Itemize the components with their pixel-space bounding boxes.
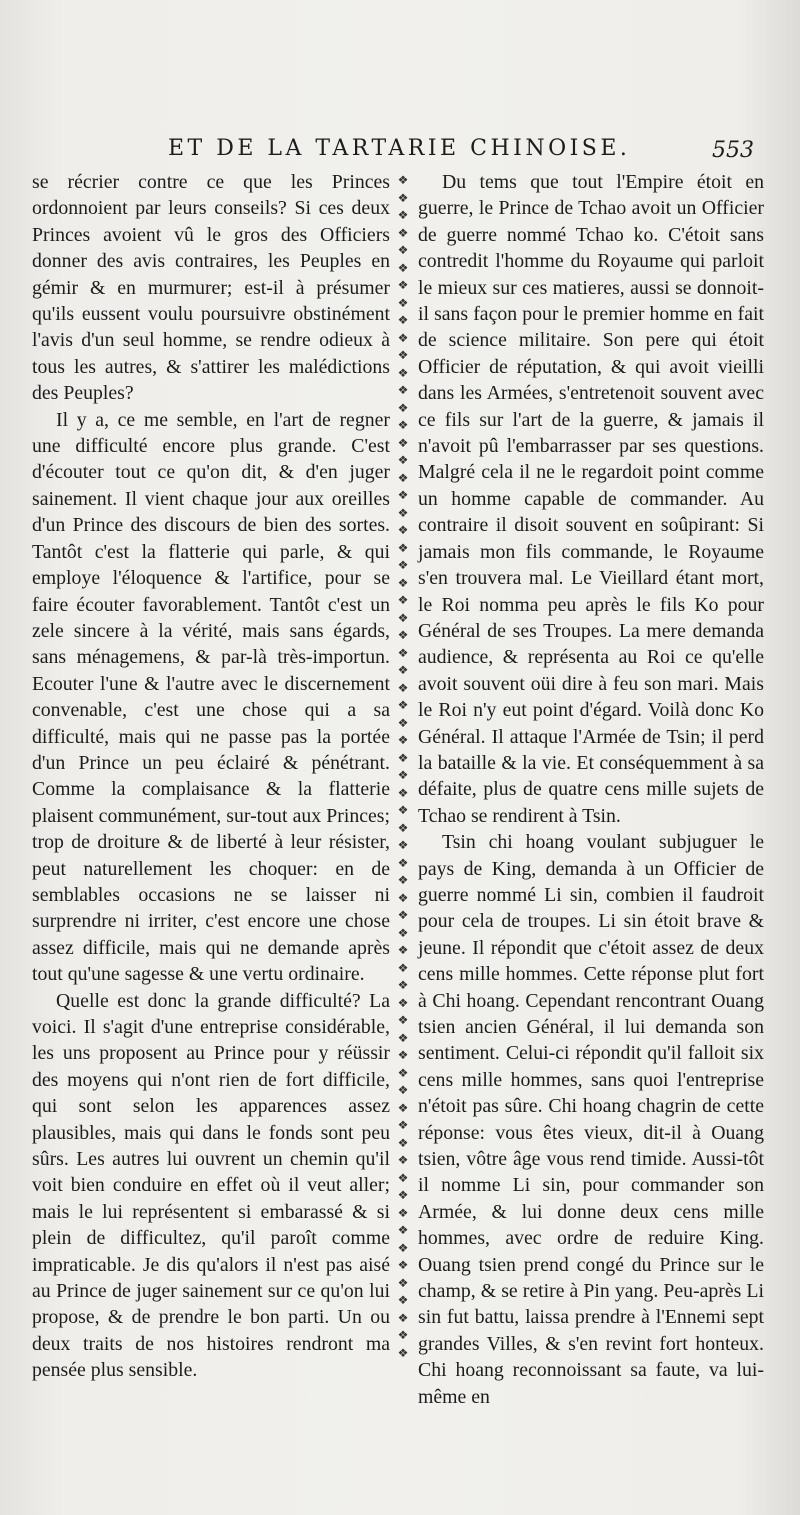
fleuron-ornament: ❖ bbox=[397, 960, 409, 975]
column-ornament-divider bbox=[394, 172, 412, 1372]
fleuron-ornament: ❖ bbox=[397, 1223, 409, 1237]
fleuron-ornament: ❖ bbox=[397, 1345, 409, 1360]
fleuron-ornament: ❖ bbox=[397, 470, 409, 485]
fleuron-ornament: ❖ bbox=[397, 365, 409, 380]
paragraph: Il y a, ce me semble, en l'art de regner une difficulté encore plus grande. C'est d'écouter tout ce qu'on dit, & d'en juger sainement. Il vient chaque jour aux oreilles d'un Prince des discours de bien des sortes. Tantôt c'est la flatterie qui parle, & qui employe l'éloquence & l'artifice, pour se faire écouter favorablement. Tantôt c'est un zele sincere à la vérité, mais sans égards, sans ménagemens, & par-là très-importun. Ecouter l'une & l'autre avec le discernement convenable, c'est une chose qui a sa difficulté, mais qui ne passe pas la portée d'un Prince un peu éclairé & pénétrant. Comme la complaisance & la flatterie plaisent communément, sur-tout aux Princes; trop de droiture & de liberté à leur résister, peut naturellement les choquer: en de semblables occasions ne se laisser ni surprendre ni irriter, c'est encore une chose assez difficile, mais qui ne demande après tout qu'une sagesse & une vertu ordinaire. bbox=[32, 408, 390, 986]
paragraph: se récrier contre ce que les Princes ordonnoient par leurs conseils? Si ces deux Princes avoient vû le gros des Officiers donner des avis contraires, les Peuples en gémir & en murmurer; est-il à présumer qu'ils eussent voulu poursuivre obstinément l'avis d'un seul homme, se rendre odieux à tous les autres, & s'attirer les malédictions des Peuples? bbox=[32, 171, 390, 405]
fleuron-ornament: ❖ bbox=[397, 768, 409, 782]
fleuron-ornament: ❖ bbox=[397, 348, 409, 362]
left-column bbox=[32, 169, 390, 1384]
fleuron-ornament: ❖ bbox=[397, 558, 409, 572]
running-title: ET DE LA TARTARIE CHINOISE. bbox=[168, 136, 631, 161]
fleuron-ornament: ❖ bbox=[397, 173, 409, 187]
fleuron-ornament: ❖ bbox=[397, 1258, 409, 1272]
fleuron-ornament: ❖ bbox=[397, 803, 409, 817]
fleuron-ornament: ❖ bbox=[397, 908, 409, 922]
fleuron-ornament: ❖ bbox=[397, 995, 409, 1010]
page-header bbox=[0, 136, 800, 166]
fleuron-ornament: ❖ bbox=[397, 260, 409, 275]
fleuron-ornament: ❖ bbox=[397, 1100, 409, 1115]
fleuron-ornament: ❖ bbox=[397, 715, 409, 730]
fleuron-ornament: ❖ bbox=[397, 838, 409, 852]
fleuron-ornament: ❖ bbox=[397, 1170, 409, 1185]
fleuron-ornament: ❖ bbox=[397, 1118, 409, 1132]
fleuron-ornament: ❖ bbox=[397, 190, 409, 205]
fleuron-ornament: ❖ bbox=[397, 1328, 409, 1342]
fleuron-ornament: ❖ bbox=[397, 1083, 409, 1097]
fleuron-ornament: ❖ bbox=[397, 453, 409, 467]
fleuron-ornament: ❖ bbox=[397, 628, 409, 642]
fleuron-ornament: ❖ bbox=[397, 1030, 409, 1045]
fleuron-ornament: ❖ bbox=[397, 680, 409, 695]
fleuron-ornament: ❖ bbox=[397, 1013, 409, 1027]
paragraph: Du tems que tout l'Empire étoit en guerre, le Prince de Tchao avoit un Officier de guerre nommé Tchao ko. C'étoit sans contredit l'homme du Royaume qui parloit le mieux sur ces matieres, aussi se donnoit-il sans façon pour le premier homme en fait de science militaire. Son pere qui étoit Officier de réputation, & qui avoit vieilli dans les Armées, s'entretenoit souvent avec ce fils sur l'art de la guerre, & jamais il n'avoit pû l'embarrasser par ses questions. Malgré cela il ne le regardoit point comme un homme capable de commander. Au contraire il disoit souvent en soûpirant: Si jamais mon fils commande, le Royaume s'en trouvera mal. Le Vieillard étant mort, le Roi nomma peu après le fils Ko pour Général de ses Troupes. La mere demanda audience, & représenta au Roi ce qu'elle avoit souvent oüi dire à feu son mari. Mais le Roi n'y eut point d'égard. Voilà donc Ko Général. Il attaque l'Armée de Tsin; il perd la bataille & la vie. Et conséquemment à sa défaite, plus de quatre cens mille sujets de Tchao se rendirent à Tsin. bbox=[418, 171, 764, 827]
fleuron-ornament: ❖ bbox=[397, 820, 409, 835]
fleuron-ornament: ❖ bbox=[397, 978, 409, 992]
fleuron-ornament: ❖ bbox=[397, 505, 409, 520]
page-number: 553 bbox=[712, 138, 754, 163]
fleuron-ornament: ❖ bbox=[397, 330, 409, 345]
fleuron-ornament: ❖ bbox=[397, 593, 409, 607]
fleuron-ornament: ❖ bbox=[397, 750, 409, 765]
right-column bbox=[418, 169, 764, 1410]
fleuron-ornament: ❖ bbox=[397, 383, 409, 397]
fleuron-ornament: ❖ bbox=[397, 890, 409, 905]
paragraph: Quelle est donc la grande difficulté? La voici. Il s'agit d'une entreprise considérable, les uns proposent au Prince pour y réüssir des moyens qui n'ont rien de fort difficile, qui sont selon les apparences assez plausibles, mais qui dans le fonds sont peu sûrs. Les autres lui ouvrent un chemin qu'il voit bien conduire en effet où il veut aller; mais le lui représentent si embarassé & si plein de difficultez, qu'il paroît comme impraticable. Je dis qu'alors il n'est pas aisé au Prince de juger sainement sur ce qu'on lui propose, & de prendre le bon parti. Un ou deux traits de nos histoires rendront ma pensée plus sensible. bbox=[32, 989, 390, 1382]
fleuron-ornament: ❖ bbox=[397, 1065, 409, 1080]
fleuron-ornament: ❖ bbox=[397, 663, 409, 677]
fleuron-ornament: ❖ bbox=[397, 575, 409, 590]
fleuron-ornament: ❖ bbox=[397, 225, 409, 240]
fleuron-ornament: ❖ bbox=[397, 1310, 409, 1325]
fleuron-ornament: ❖ bbox=[397, 645, 409, 660]
fleuron-ornament: ❖ bbox=[397, 540, 409, 555]
fleuron-ornament: ❖ bbox=[397, 1188, 409, 1202]
fleuron-ornament: ❖ bbox=[397, 1135, 409, 1150]
paragraph: Tsin chi hoang voulant subjuguer le pays de King, demanda à un Officier de guerre nommé Li sin, combien il faudroit pour cela de troupes. Li sin étoit brave & jeune. Il répondit que c'étoit assez de deux cens mille hommes. Cette réponse plut fort à Chi hoang. Cependant rencontrant Ouang tsien ancien Général, il lui demanda son sentiment. Celui-ci répondit qu'il falloit six cens mille hommes, sans quoi l'entreprise n'étoit pas sûre. Chi hoang chagrin de cette réponse: vous êtes vieux, dit-il à Ouang tsien, vôtre âge vous rend timide. Aussi-tôt il nomme Li sin, pour commander son Armée, & lui donne deux cens mille hommes, avec ordre de reduire King. Ouang tsien prend congé du Prince sur le champ, & se retire à Pin yang. Peu-après Li sin fut battu, laissa prendre à l'Ennemi sept grandes Villes, & s'en revint fort honteux. Chi hoang reconnoissant sa faute, va lui-même en bbox=[418, 831, 764, 1408]
fleuron-ornament: ❖ bbox=[397, 523, 409, 537]
fleuron-ornament: ❖ bbox=[397, 295, 409, 310]
fleuron-ornament: ❖ bbox=[397, 313, 409, 327]
fleuron-ornament: ❖ bbox=[397, 785, 409, 800]
fleuron-ornament: ❖ bbox=[397, 698, 409, 712]
fleuron-ornament: ❖ bbox=[397, 1275, 409, 1290]
fleuron-ornament: ❖ bbox=[397, 435, 409, 450]
fleuron-ornament: ❖ bbox=[397, 400, 409, 415]
fleuron-ornament: ❖ bbox=[397, 243, 409, 257]
fleuron-ornament: ❖ bbox=[397, 610, 409, 625]
fleuron-ornament: ❖ bbox=[397, 733, 409, 747]
fleuron-ornament: ❖ bbox=[397, 1240, 409, 1255]
fleuron-ornament: ❖ bbox=[397, 1205, 409, 1220]
fleuron-ornament: ❖ bbox=[397, 488, 409, 502]
fleuron-ornament: ❖ bbox=[397, 943, 409, 957]
fleuron-ornament: ❖ bbox=[397, 925, 409, 940]
fleuron-ornament: ❖ bbox=[397, 1048, 409, 1062]
fleuron-ornament: ❖ bbox=[397, 208, 409, 222]
fleuron-ornament: ❖ bbox=[397, 855, 409, 870]
fleuron-ornament: ❖ bbox=[397, 1153, 409, 1167]
fleuron-ornament: ❖ bbox=[397, 873, 409, 887]
fleuron-ornament: ❖ bbox=[397, 278, 409, 292]
fleuron-ornament: ❖ bbox=[397, 418, 409, 432]
fleuron-ornament: ❖ bbox=[397, 1293, 409, 1307]
